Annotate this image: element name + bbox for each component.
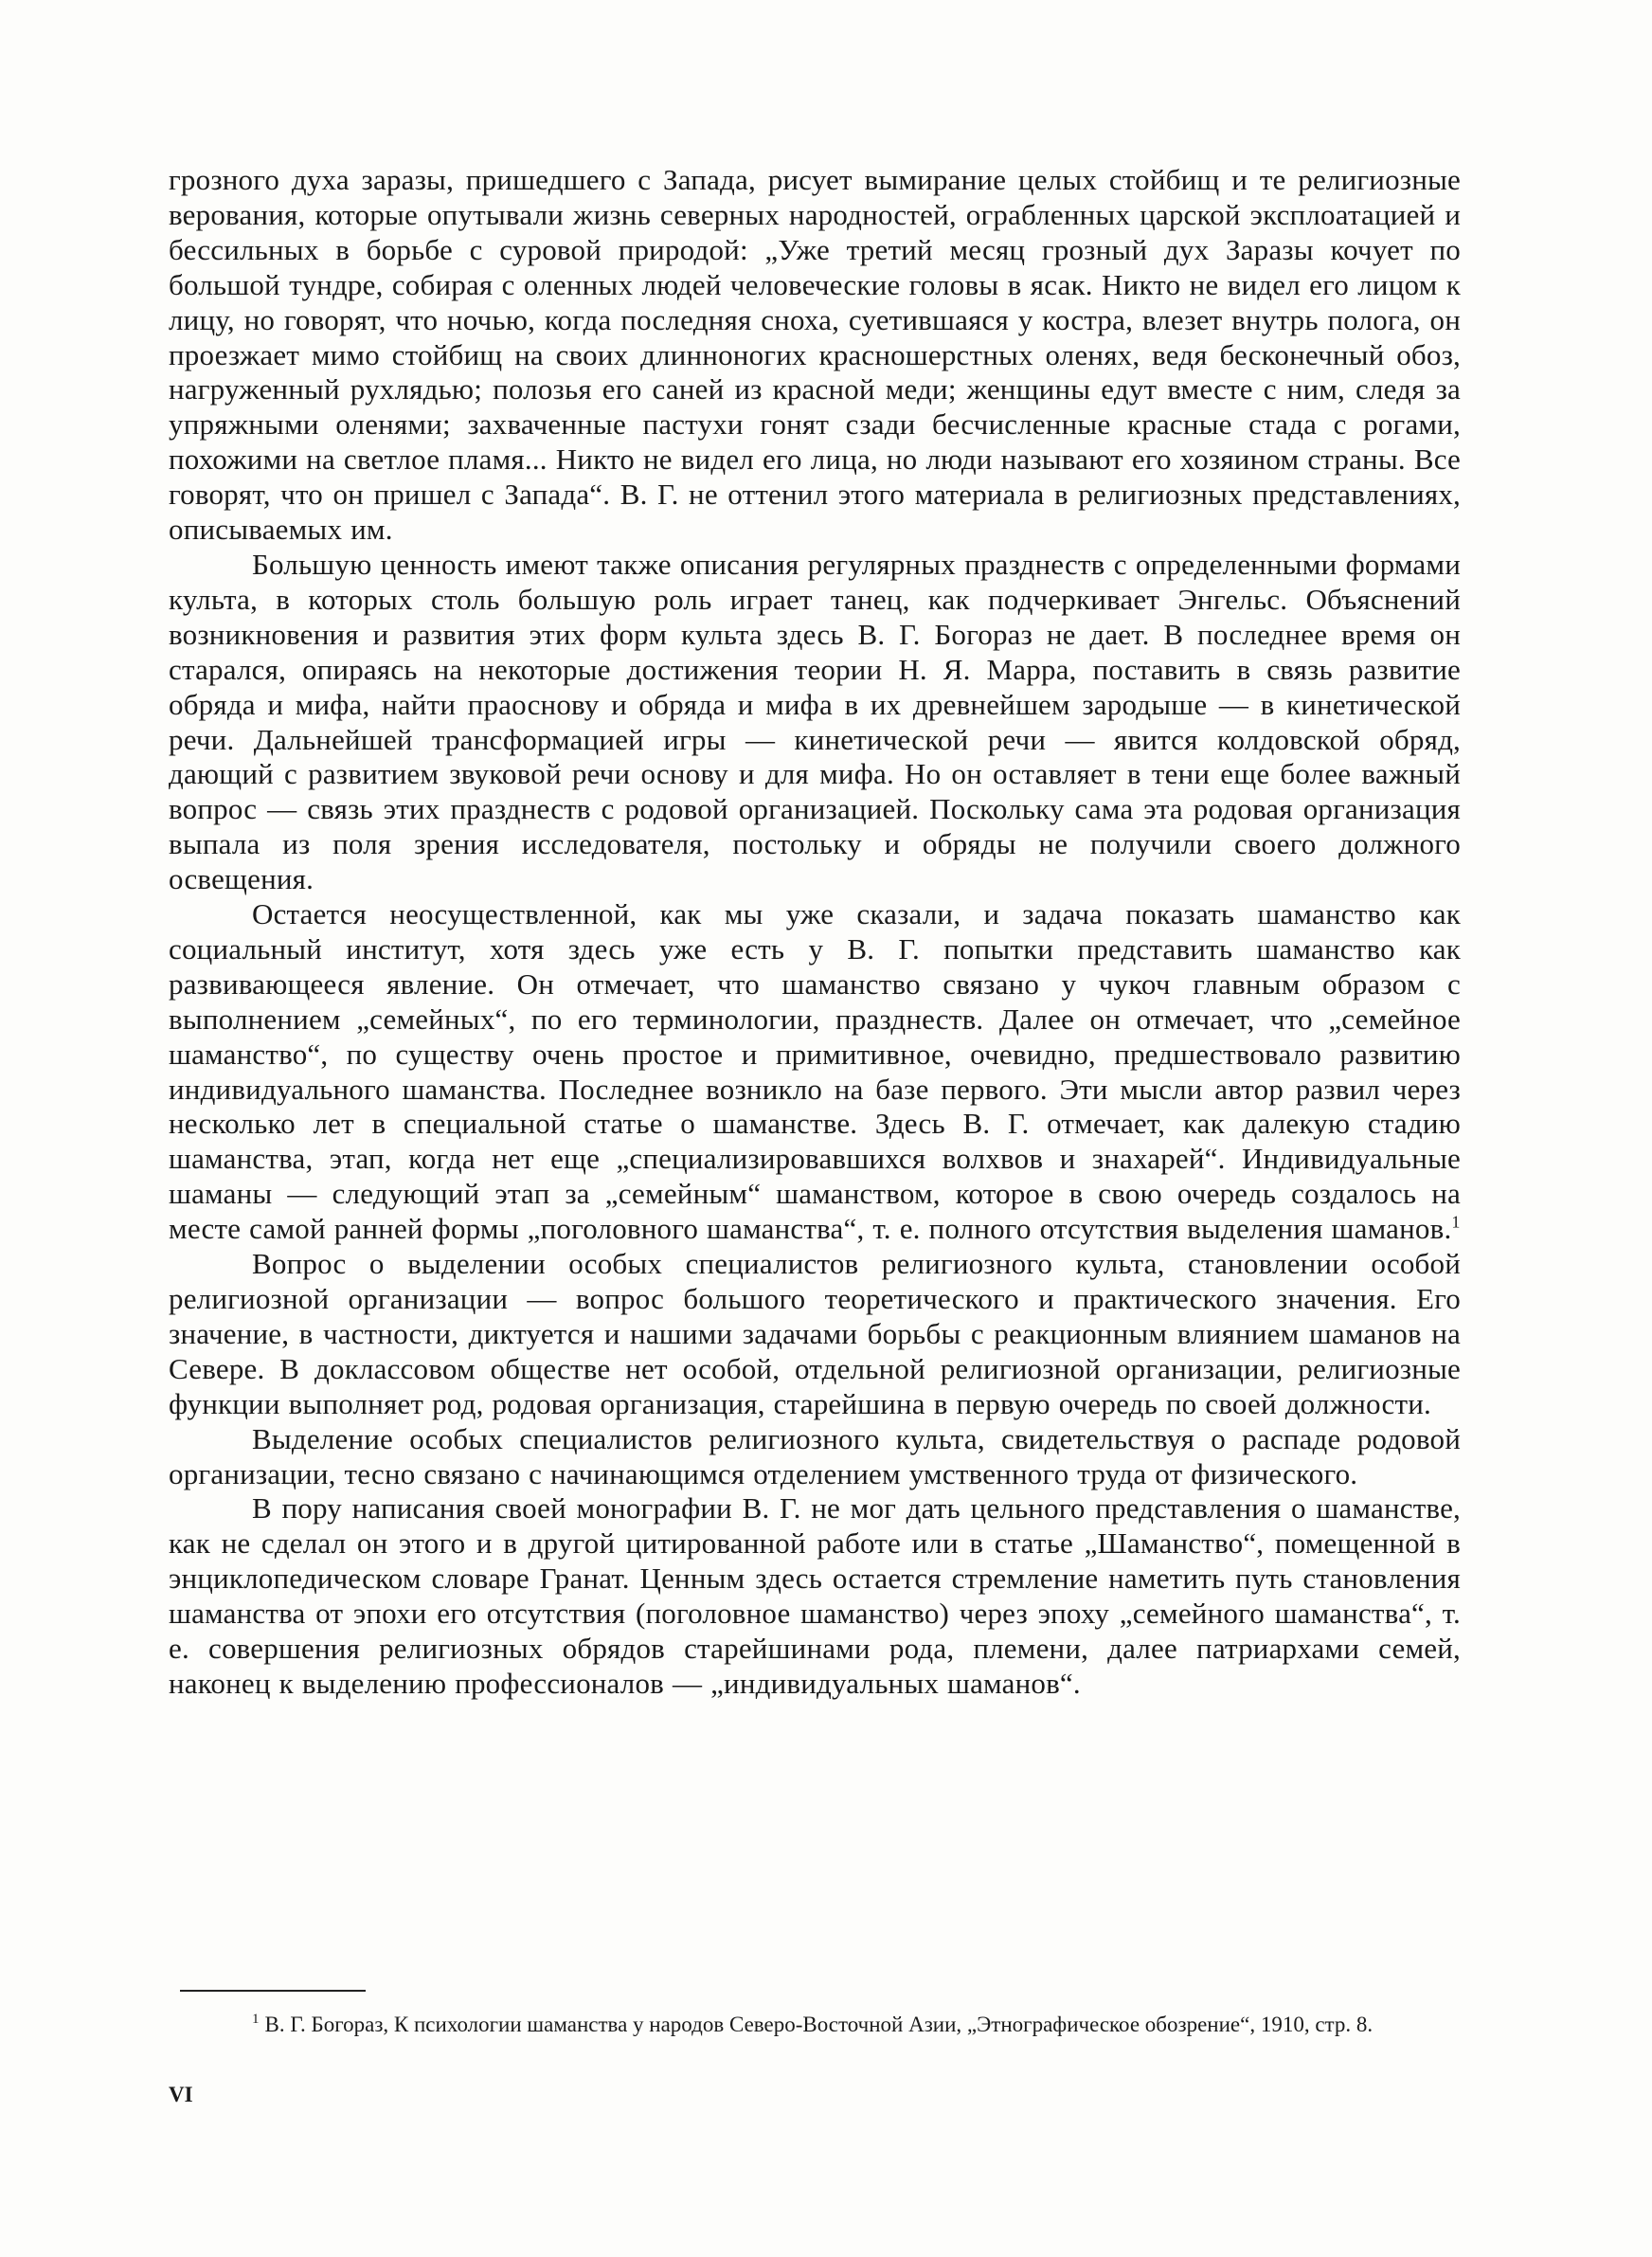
- paragraph-6: В пору написания своей монографии В. Г. не мог дать цельного представления о шаманстве, как не сделал он этого и в другой цитированной работе или в статье „Шаманство“, помещенной в энциклопедическом словаре Гранат. Ценным здесь остается стремление наметить путь становления шаманства от эпохи его отсутствия (поголовное шаманство) через эпоху „семейного шаманства“, т. е. совершения религиозных обрядов старейшинами рода, племени, далее патриархами семей, наконец к выделению профессионалов — „индивидуальных шаманов“.: [169, 1491, 1461, 1700]
- page-number: VI: [169, 2083, 193, 2106]
- paragraph-4: Вопрос о выделении особых специалистов религиозного культа, становлении особой религиозной организации — вопрос большого теоретического и практического значения. Его значение, в частности, диктуется и нашими задачами борьбы с реакционным влиянием шаманов на Севере. В доклассовом обществе нет особой, отдельной религиозной организации, религиозные функции выполняет род, родовая организация, старейшина в первую очередь по своей должности.: [169, 1247, 1461, 1420]
- footnote-divider: [180, 1990, 366, 1992]
- footnote-text: В. Г. Богораз, К психологии шаманства у народов Северо-Восточной Азии, „Этнографическое обозрение“, 1910, стр. 8.: [264, 2013, 1374, 2036]
- paragraph-5: Выделение особых специалистов религиозного культа, свидетельствуя о распаде родовой организации, тесно связано с начинающимся отделением умственного труда от физического.: [169, 1421, 1461, 1490]
- paragraph-1: грозного духа заразы, пришедшего с Запада, рисует вымирание целых стойбищ и те религиозные верования, которые опутывали жизнь северных народностей, ограбленных царской эксплоатацией и бессильных в борьбе с суровой природой: „Уже третий месяц грозный дух Заразы кочует по большой тундре, собирая с оленных людей человеческие головы в ясак. Никто не видел его лицом к лицу, но говорят, что ночью, когда последняя сноха, суетившаяся у костра, влезет внутрь полога, он проезжает мимо стойбищ на своих длинноногих красношерстных оленях, ведя бесконечный обоз, нагруженный рухлядью; полозья его саней из красной меди; женщины едут вместе с ним, следя за упряжными оленями; захваченные пастухи гонят сзади бесчисленные красные стада с рогами, похожими на светлое пламя... Никто не видел его лица, но люди называют его хозяином страны. Все говорят, что он пришел с Запада“. В. Г. не оттенил этого материала в религиозных представлениях, описываемых им.: [169, 163, 1461, 547]
- footnote-number: 1: [252, 2012, 260, 2028]
- footnote: [169, 2013, 1461, 2037]
- paragraph-3-text: Остается неосуществленной, как мы уже сказали, и задача показать шаманство как социальный институт, хотя здесь уже есть у В. Г. попытки представить шаманство как развивающееся явление. Он отмечает, что шаманство связано у чукоч главным образом с выполнением „семейных“, по его терминологии, празднеств. Далее он отмечает, что „семейное шаманство“, по существу очень простое и примитивное, очевидно, предшествовало развитию индивидуального шаманства. Последнее возникло на базе первого. Эти мысли автор развил через несколько лет в специальной статье о шаманстве. Здесь В. Г. отмечает, как далекую стадию шаманства, этап, когда нет еще „специализировавшихся волхвов и знахарей“. Индивидуальные шаманы — следующий этап за „семейным“ шаманством, которое в свою очередь создалось на месте самой ранней формы „поголовного шаманства“, т. е. полного отсутствия выделения шаманов.: [169, 897, 1461, 1246]
- paragraph-3: [169, 897, 1461, 1247]
- footnote-reference: 1: [1451, 1212, 1461, 1232]
- main-text: [169, 163, 1461, 1702]
- paragraph-2: Большую ценность имеют также описания регулярных празднеств с определенными формами культа, в которых столь большую роль играет танец, как подчеркивает Энгельс. Объяснений возникновения и развития этих форм культа здесь В. Г. Богораз не дает. В последнее время он старался, опираясь на некоторые достижения теории Н. Я. Марра, поставить в связь развитие обряда и мифа, найти праоснову и обряда и мифа в их древнейшем зародыше — в кинетической речи. Дальнейшей трансформацией игры — кинетической речи — явится колдовской обряд, дающий с развитием звуковой речи основу и для мифа. Но он оставляет в тени еще более важный вопрос — связь этих празднеств с родовой организацией. Поскольку сама эта родовая организация выпала из поля зрения исследователя, постольку и обряды не получили своего должного освещения.: [169, 547, 1461, 896]
